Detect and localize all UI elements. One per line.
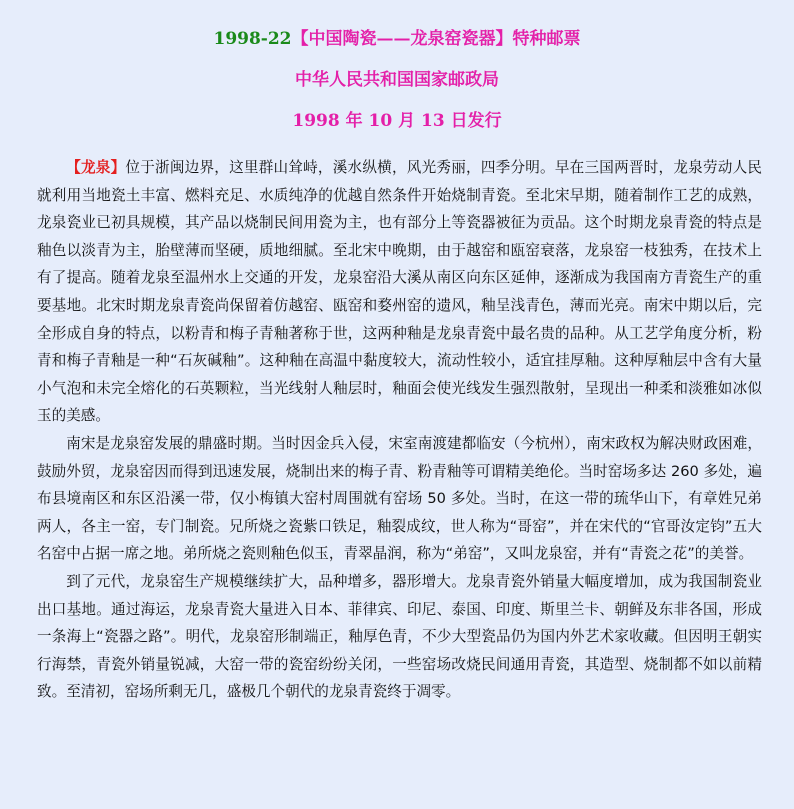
lead-label: 【龙泉】: [66, 159, 126, 176]
issue-code: 1998-22: [213, 29, 292, 49]
article-paragraph-2: 南宋是龙泉窑发展的鼎盛时期。当时因金兵入侵，宋室南渡建都临安（今杭州），南宋政权为解决财政困难，鼓励外贸，龙泉窑因而得到迅速发展，烧制出来的梅子青、粉青釉等可谓精美绝伦。当时窑场多达 260 多处，遍布县境南区和东区沿溪一带，仅小梅镇大窑村周围就有窑场 50 多处。当时，在这一带的琉华山下，有章姓兄弟两人，各主一窑，专门制瓷。兄所烧之瓷紫口铁足，釉裂成纹，世人称为“哥窑”，并在宋代的“官哥汝定钧”五大名窑中占据一席之地。弟所烧之瓷则釉色似玉，青翠晶润，称为“弟窑”，又叫龙泉窑，并有“青瓷之花”的美誉。: [37, 434, 762, 563]
stamp-series-title: 【中国陶瓷——龙泉窑瓷器】特种邮票: [291, 29, 581, 49]
article-body: [37, 154, 762, 706]
article-paragraph-3: 到了元代，龙泉窑生产规模继续扩大，品种增多，器形增大。龙泉青瓷外销量大幅度增加，成为我国制瓷业出口基地。通过海运，龙泉青瓷大量进入日本、菲律宾、印尼、泰国、印度、斯里兰卡、朝鲜及东非各国，形成一条海上“瓷器之路”。明代，龙泉窑形制端正，釉厚色青，不少大型瓷品仍为国内外艺术家收藏。但因明王朝实行海禁，青瓷外销量锐减，大窑一带的瓷窑纷纷关闭，一些窑场改烧民间通用青瓷，其造型、烧制都不如以前精致。至清初，窑场所剩无几，盛极几个朝代的龙泉青瓷终于凋零。: [37, 572, 762, 701]
stamp-title: [0, 29, 794, 49]
article-paragraph-1: [37, 154, 762, 430]
publisher-name: 中华人民共和国国家邮政局: [295, 70, 499, 90]
paragraph-text: 位于浙闽边界，这里群山耸峙，溪水纵横，风光秀丽，四季分明。早在三国两晋时，龙泉劳动人民就利用当地瓷土丰富、燃料充足、水质纯净的优越自然条件开始烧制青瓷。至北宋早期，随着制作工艺的成熟，龙泉瓷业已初具规模，其产品以烧制民间用瓷为主，也有部分上等瓷器被征为贡品。这个时期龙泉青瓷的特点是釉色以淡青为主，胎壁薄而坚硬，质地细腻。至北宋中晚期，由于越窑和瓯窑衰落，龙泉窑一枝独秀，在技术上有了提高。随着龙泉至温州水上交通的开发，龙泉窑沿大溪从南区向东区延伸，逐渐成为我国南方青瓷生产的重要基地。北宋时期龙泉青瓷尚保留着仿越窑、瓯窑和婺州窑的遗风，釉呈浅青色，薄而光亮。南宋中期以后，完全形成自身的特点，以粉青和梅子青釉著称于世，这两种釉是龙泉青瓷中最名贵的品种。从工艺学角度分析，粉青和梅子青釉是一种“石灰碱釉”。这种釉在高温中黏度较大，流动性较小，适宜挂厚釉。这种厚釉层中含有大量小气泡和未完全熔化的石英颗粒，当光线射人釉层时，釉面会使光线发生强烈散射，呈现出一种柔和淡雅如冰似玉的美感。: [37, 159, 762, 425]
issue-date: 1998 年 10 月 13 日发行: [292, 111, 502, 131]
